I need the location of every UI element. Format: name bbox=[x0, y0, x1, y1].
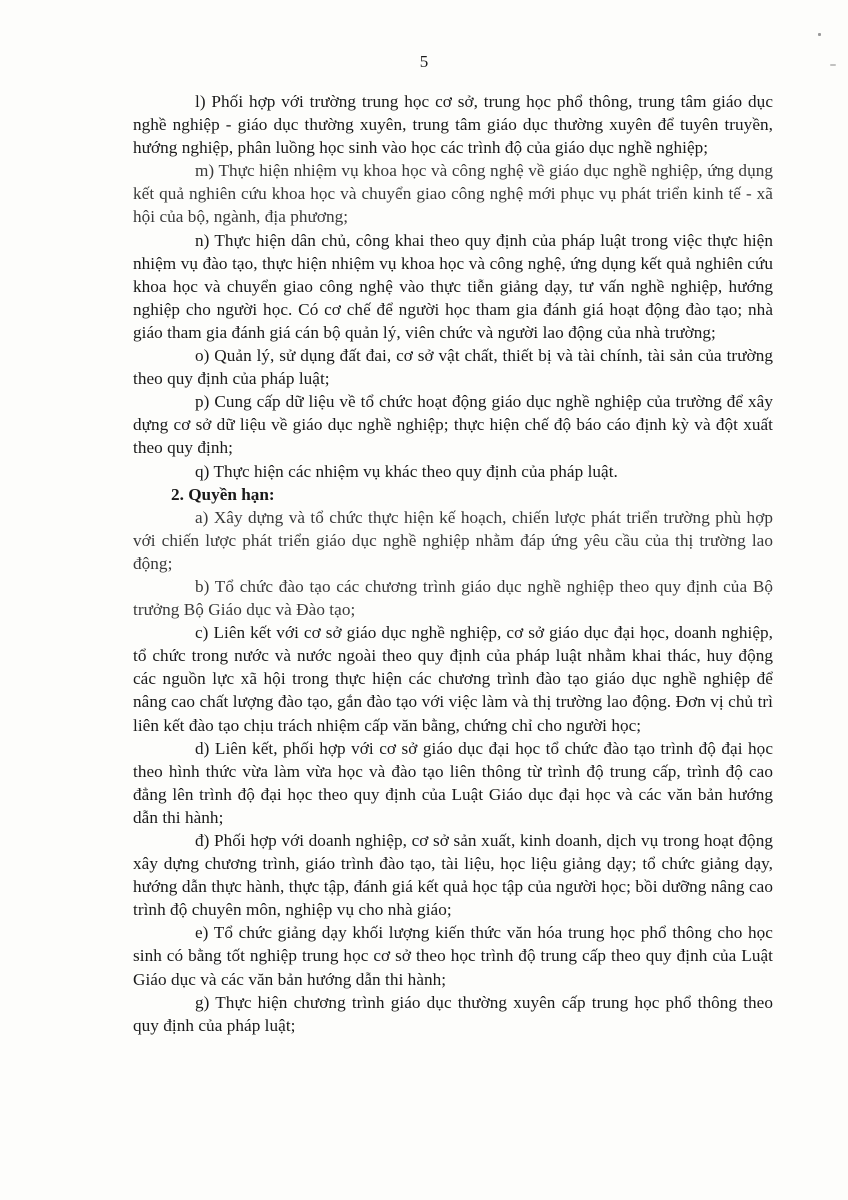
paragraph-a: a) Xây dựng và tổ chức thực hiện kế hoạch, chiến lược phát triển trường phù hợp với chiến lược phát triển giáo dục nghề nghiệp nhằm đáp ứng yêu cầu của thị trường lao động; bbox=[133, 507, 773, 573]
paragraph-b: b) Tổ chức đào tạo các chương trình giáo dục nghề nghiệp theo quy định của Bộ trưởng Bộ Giáo dục và Đào tạo; bbox=[133, 576, 773, 620]
scan-speck bbox=[818, 33, 821, 36]
document-body bbox=[133, 90, 773, 1037]
paragraph-o: o) Quản lý, sử dụng đất đai, cơ sở vật chất, thiết bị và tài chính, tài sản của trường theo quy định của pháp luật; bbox=[133, 346, 773, 389]
paragraph-g: g) Thực hiện chương trình giáo dục thường xuyên cấp trung học phổ thông theo quy định của pháp luật; bbox=[133, 992, 773, 1035]
paragraph-q: q) Thực hiện các nhiệm vụ khác theo quy định của pháp luật. bbox=[195, 461, 618, 481]
paragraph-e: e) Tổ chức giảng dạy khối lượng kiến thức văn hóa trung học phổ thông cho học sinh có bằng tốt nghiệp trung học cơ sở theo học trình độ trung cấp theo quy định của Luật Giáo dục và các văn bản hướng dẫn thi hành; bbox=[133, 923, 773, 989]
paragraph-l: l) Phối hợp với trường trung học cơ sở, trung học phổ thông, trung tâm giáo dục nghề nghiệp - giáo dục thường xuyên, trung tâm giáo dục thường xuyên để tuyên truyền, hướng nghiệp, phân luồng học sinh vào học các trình độ của giáo dục nghề nghiệp; bbox=[133, 92, 773, 158]
paragraph-n: n) Thực hiện dân chủ, công khai theo quy định của pháp luật trong việc thực hiện nhiệm vụ đào tạo, thực hiện nhiệm vụ khoa học và công nghệ, ứng dụng kết quả nghiên cứu khoa học và chuyển giao công nghệ vào thực tiễn giảng dạy, tư vấn nghề nghiệp, hướng nghiệp cho người học. Có cơ chế để người học tham gia đánh giá hoạt động đào tạo; nhà giáo tham gia đánh giá cán bộ quản lý, viên chức và người lao động của nhà trường; bbox=[133, 230, 773, 342]
paragraph-c: c) Liên kết với cơ sở giáo dục nghề nghiệp, cơ sở giáo dục đại học, doanh nghiệp, tổ chức trong nước và nước ngoài theo quy định của pháp luật nhằm khai thác, huy động các nguồn lực xã hội trong thực hiện các chương trình đào tạo giáo dục nghề nghiệp để nâng cao chất lượng đào tạo, gắn đào tạo với việc làm và thị trường lao động. Đơn vị chủ trì liên kết đào tạo chịu trách nhiệm cấp văn bằng, chứng chỉ cho người học; bbox=[133, 623, 773, 735]
paragraph-p: p) Cung cấp dữ liệu về tổ chức hoạt động giáo dục nghề nghiệp của trường để xây dựng cơ sở dữ liệu về giáo dục nghề nghiệp; thực hiện chế độ báo cáo định kỳ và đột xuất theo quy định; bbox=[133, 392, 773, 458]
section-heading: 2. Quyền hạn: bbox=[171, 484, 275, 504]
page-number: 5 bbox=[419, 52, 429, 71]
paragraph-m: m) Thực hiện nhiệm vụ khoa học và công nghệ về giáo dục nghề nghiệp, ứng dụng kết quả nghiên cứu khoa học và chuyển giao công nghệ mới phục vụ phát triển kinh tế - xã hội của bộ, ngành, địa phương; bbox=[133, 161, 773, 227]
paragraph-d: d) Liên kết, phối hợp với cơ sở giáo dục đại học tổ chức đào tạo trình độ đại học theo hình thức vừa làm vừa học và đào tạo liên thông từ trình độ trung cấp, trình độ cao đẳng lên trình độ đại học theo quy định của Luật Giáo dục đại học và các văn bản hướng dẫn thi hành; bbox=[133, 738, 773, 827]
paragraph-dd: đ) Phối hợp với doanh nghiệp, cơ sở sản xuất, kinh doanh, dịch vụ trong hoạt động xây dựng chương trình, giáo trình đào tạo, tài liệu, học liệu giảng dạy; tổ chức giảng dạy, hướng dẫn thực hành, thực tập, đánh giá kết quả học tập của người học; bồi dưỡng nâng cao trình độ chuyên môn, nghiệp vụ cho nhà giáo; bbox=[133, 831, 773, 920]
